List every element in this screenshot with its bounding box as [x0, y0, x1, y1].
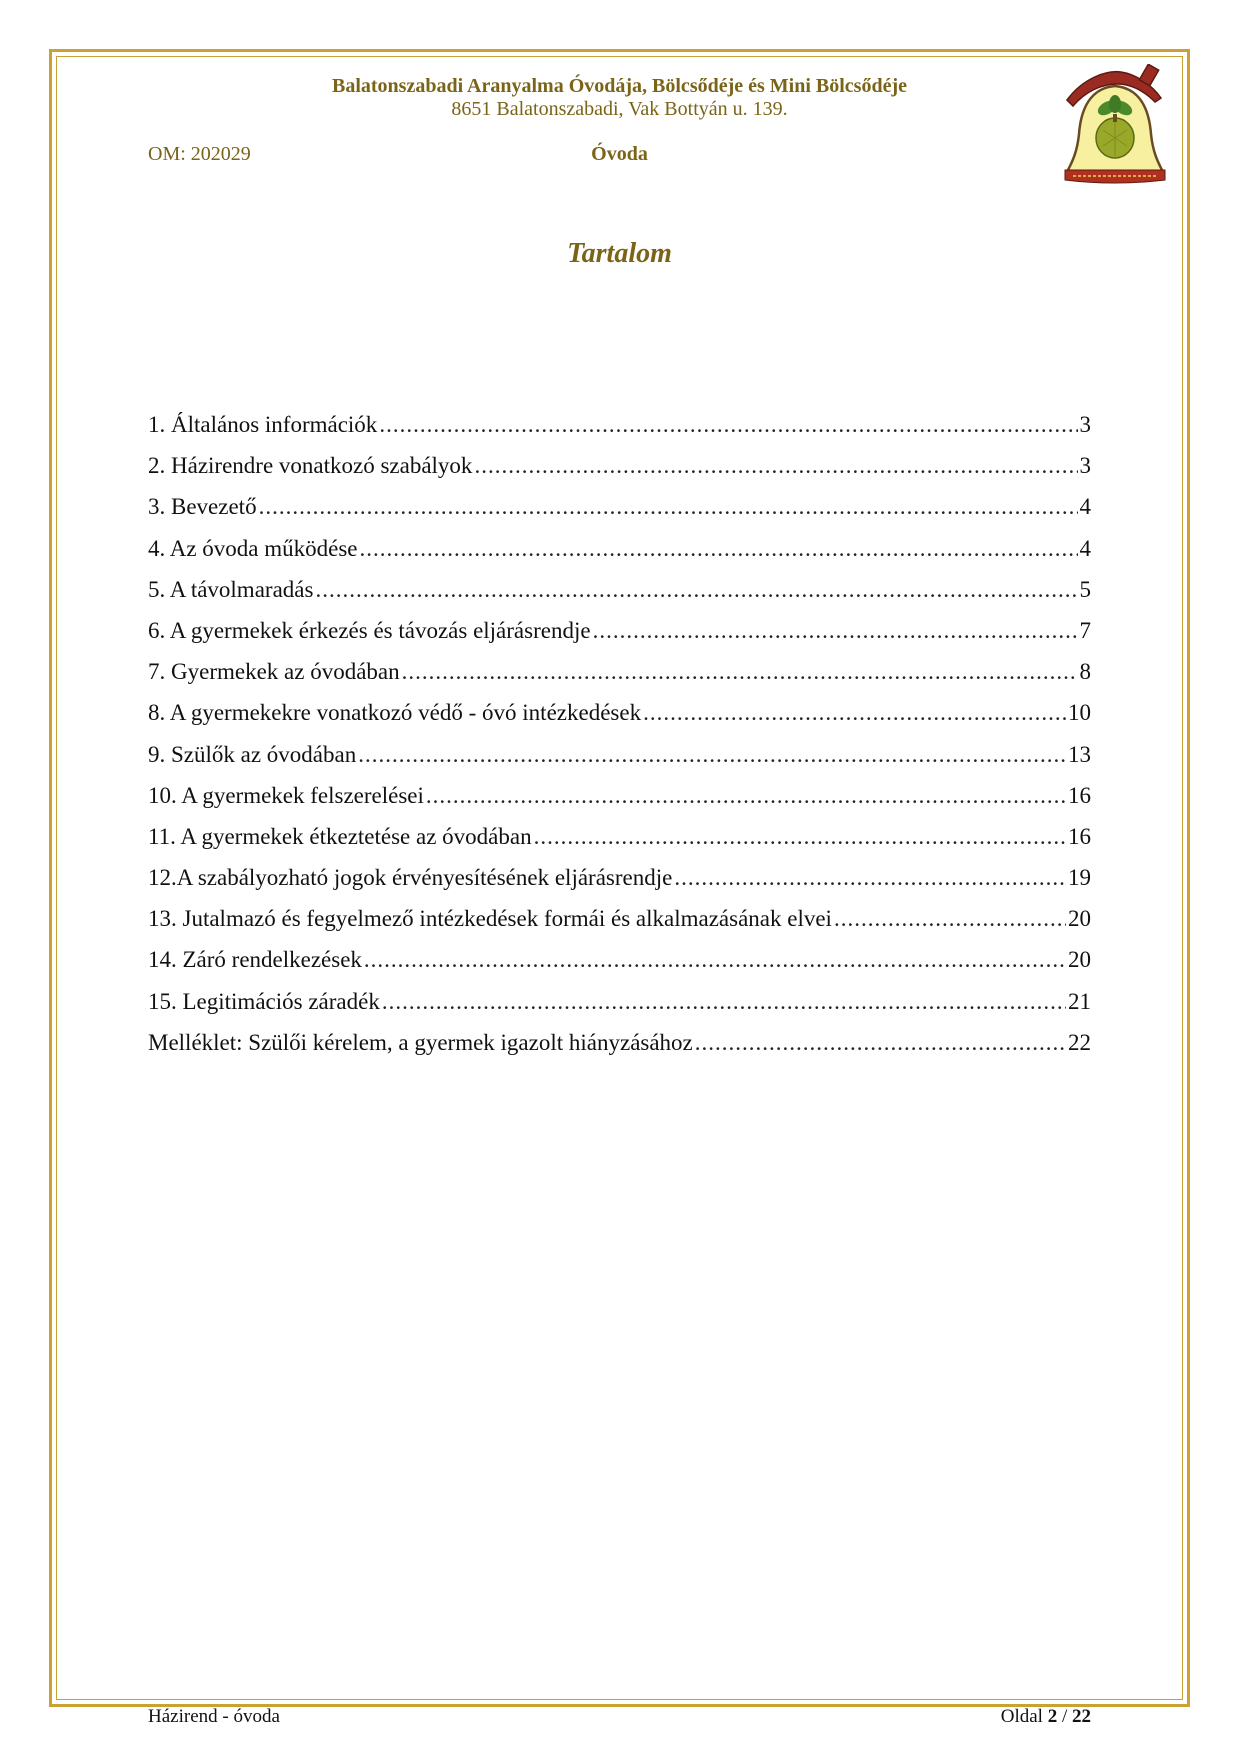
toc-entry[interactable] — [148, 486, 1091, 527]
toc-dot-leader — [358, 734, 1066, 775]
footer-document-name: Házirend - óvoda — [148, 1706, 280, 1727]
om-identifier: OM: 202029 — [148, 143, 251, 165]
toc-entry-label: 6. A gyermekek érkezés és távozás eljárásrendje — [148, 617, 591, 643]
toc-entry[interactable] — [148, 816, 1091, 857]
unit-label: Óvoda — [591, 143, 648, 165]
institution-name: Balatonszabadi Aranyalma Óvodája, Bölcsődéje és Mini Bölcsődéje — [332, 75, 907, 97]
toc-entry-page: 20 — [1068, 947, 1091, 973]
toc-entry-page: 13 — [1068, 741, 1091, 767]
toc-entry-page: 3 — [1079, 412, 1091, 437]
toc-entry-page: 20 — [1068, 906, 1091, 932]
toc-entry[interactable] — [148, 651, 1091, 692]
toc-dot-leader — [695, 1022, 1066, 1063]
toc-entry-page: 4 — [1079, 535, 1091, 561]
toc-dot-leader — [315, 569, 1077, 610]
toc-entry-page: 21 — [1068, 988, 1091, 1014]
toc-entry-page: 8 — [1079, 659, 1091, 685]
toc-entry-label: 1. Általános információk — [148, 412, 378, 437]
toc-dot-leader — [426, 775, 1066, 816]
golden-apple-bell-logo-icon — [1063, 64, 1167, 186]
toc-entry-label: Melléklet: Szülői kérelem, a gyermek igazolt hiányzásához — [148, 1029, 693, 1055]
toc-entry[interactable] — [148, 569, 1091, 610]
table-of-contents — [148, 404, 1091, 1063]
toc-entry[interactable] — [148, 939, 1091, 980]
toc-entry-label: 11. A gyermekek étkeztetése az óvodában — [148, 823, 532, 849]
toc-dot-leader — [259, 486, 1078, 527]
page-prefix: Oldal — [1000, 1706, 1043, 1727]
toc-dot-leader — [379, 404, 1077, 445]
toc-entry[interactable] — [148, 445, 1091, 486]
page-total: 22 — [1072, 1706, 1091, 1727]
toc-entry-page: 4 — [1079, 494, 1091, 520]
toc-entry-label: 13. Jutalmazó és fegyelmező intézkedések formái és alkalmazásának elvei — [148, 906, 832, 932]
toc-entry-label: 15. Legitimációs záradék — [148, 988, 380, 1014]
toc-entry-label: 10. A gyermekek felszerelései — [148, 782, 424, 808]
toc-entry-label: 3. Bevezető — [148, 494, 257, 520]
toc-dot-leader — [834, 898, 1066, 939]
toc-entry[interactable] — [148, 610, 1091, 651]
toc-dot-leader — [674, 857, 1066, 898]
toc-entry[interactable] — [148, 734, 1091, 775]
toc-dot-leader — [382, 981, 1066, 1022]
toc-entry[interactable] — [148, 775, 1091, 816]
toc-dot-leader — [360, 528, 1078, 569]
toc-entry-page: 22 — [1068, 1029, 1091, 1055]
toc-dot-leader — [643, 692, 1066, 733]
toc-dot-leader — [364, 939, 1066, 980]
toc-entry-page: 3 — [1079, 453, 1091, 479]
document-title: Tartalom — [567, 238, 672, 269]
toc-entry-page: 19 — [1068, 865, 1091, 891]
toc-entry-label: 2. Házirendre vonatkozó szabályok — [148, 453, 473, 479]
page-separator: / — [1061, 1706, 1068, 1727]
toc-entry-label: 14. Záró rendelkezések — [148, 947, 362, 973]
toc-entry-label: 8. A gyermekekre vonatkozó védő - óvó intézkedések — [148, 700, 642, 726]
toc-entry[interactable] — [148, 1022, 1091, 1063]
toc-entry[interactable] — [148, 692, 1091, 733]
toc-entry-page: 7 — [1079, 617, 1091, 643]
toc-dot-leader — [474, 445, 1077, 486]
toc-entry[interactable] — [148, 898, 1091, 939]
toc-entry-page: 10 — [1068, 700, 1091, 726]
toc-dot-leader — [402, 651, 1078, 692]
toc-entry[interactable] — [148, 528, 1091, 569]
toc-entry-label: 9. Szülők az óvodában — [148, 741, 357, 767]
toc-dot-leader — [534, 816, 1066, 857]
toc-entry[interactable] — [148, 404, 1091, 445]
toc-entry-label: 5. A távolmaradás — [148, 576, 314, 602]
toc-entry-page: 5 — [1079, 576, 1091, 602]
toc-entry[interactable] — [148, 981, 1091, 1022]
toc-entry-label: 7. Gyermekek az óvodában — [148, 659, 400, 685]
toc-dot-leader — [593, 610, 1078, 651]
toc-entry-page: 16 — [1068, 823, 1091, 849]
institution-address: 8651 Balatonszabadi, Vak Bottyán u. 139. — [451, 98, 788, 120]
toc-entry[interactable] — [148, 857, 1091, 898]
page-current: 2 — [1047, 1706, 1058, 1727]
toc-entry-label: 12.A szabályozható jogok érvényesítésének eljárásrendje — [148, 865, 673, 891]
toc-entry-page: 16 — [1068, 782, 1091, 808]
footer-page-number — [1001, 1706, 1091, 1728]
toc-entry-label: 4. Az óvoda működése — [148, 535, 358, 561]
